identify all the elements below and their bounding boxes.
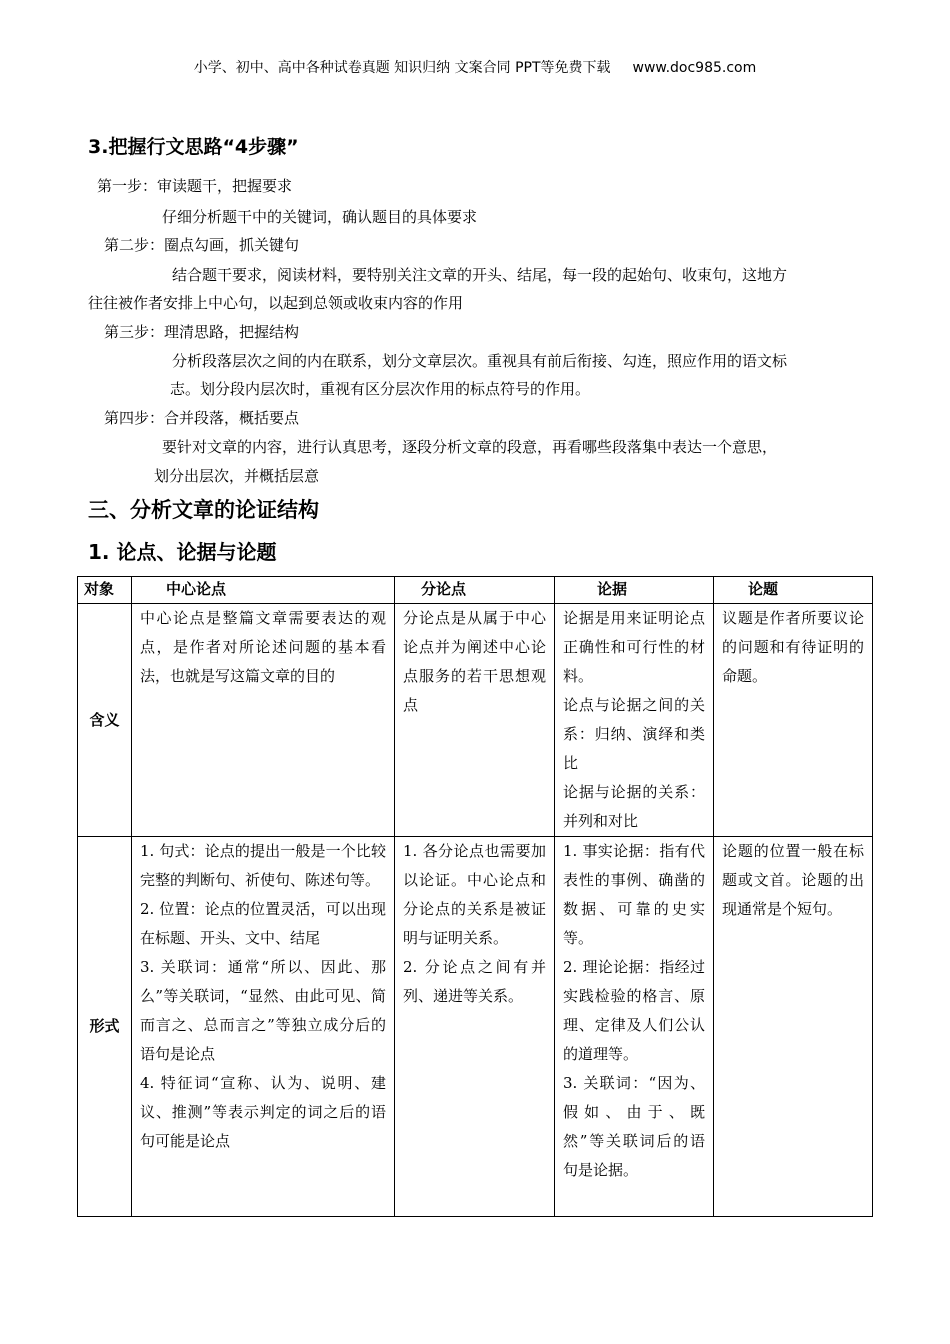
row-label: 含义 bbox=[78, 604, 132, 837]
cell-paragraph: 论题的位置一般在标题或文首。论题的出现通常是个短句。 bbox=[722, 842, 864, 918]
table-cell bbox=[555, 837, 714, 1217]
cell-paragraph: 1. 句式：论点的提出一般是一个比较完整的判断句、祈使句、陈述句等。 bbox=[140, 842, 386, 889]
step1-desc: 仔细分析题干中的关键词，确认题目的具体要求 bbox=[162, 208, 478, 226]
table-header-cell: 分论点 bbox=[395, 577, 555, 604]
table-cell bbox=[555, 604, 714, 837]
table-row bbox=[78, 604, 873, 837]
header-text: 小学、初中、高中各种试卷真题 知识归纳 文案合同 PPT等免费下载 bbox=[193, 60, 611, 76]
argument-table bbox=[77, 576, 873, 1217]
step3-desc-2: 志。划分段内层次时，重视有区分层次作用的标点符号的作用。 bbox=[170, 380, 591, 398]
cell-paragraph: 1. 各分论点也需要加以论证。中心论点和分论点的关系是被证明与证明关系。 bbox=[403, 842, 546, 947]
table-row bbox=[78, 837, 873, 1217]
step4-desc-2: 划分出层次，并概括层意 bbox=[154, 467, 320, 485]
cell-paragraph: 2. 位置：论点的位置灵活，可以出现在标题、开头、文中、结尾 bbox=[140, 900, 386, 947]
step1-label: 第一步：审读题干，把握要求 bbox=[97, 177, 293, 195]
table-cell bbox=[132, 604, 395, 837]
table-cell bbox=[132, 837, 395, 1217]
table-cell bbox=[714, 604, 873, 837]
step3-label: 第三步：理清思路，把握结构 bbox=[104, 323, 300, 341]
cell-paragraph: 1. 事实论据：指有代表性的事例、确凿的数据、可靠的史实等。 bbox=[563, 842, 705, 947]
step2-desc-2: 往往被作者安排上中心句，以起到总领或收束内容的作用 bbox=[88, 294, 464, 312]
cell-paragraph: 4. 特征词“宣称、认为、说明、建议、推测”等表示判定的词之后的语句可能是论点 bbox=[140, 1074, 386, 1150]
step2-desc-1: 结合题干要求，阅读材料，要特别关注文章的开头、结尾，每一段的起始句、收束句，这地方 bbox=[172, 266, 788, 284]
chapter-title: 三、分析文章的论证结构 bbox=[88, 498, 319, 522]
cell-paragraph: 分论点是从属于中心论点并为阐述中心论点服务的若干思想观点 bbox=[403, 609, 546, 714]
table-header-cell: 论据 bbox=[555, 577, 714, 604]
cell-paragraph: 2. 分论点之间有并列、递进等关系。 bbox=[403, 958, 546, 1005]
table-cell bbox=[395, 837, 555, 1217]
step4-label: 第四步：合并段落，概括要点 bbox=[104, 409, 300, 427]
cell-paragraph: 2. 理论论据：指经过实践检验的格言、原理、定律及人们公认的道理等。 bbox=[563, 958, 705, 1063]
step4-desc-1: 要针对文章的内容，进行认真思考，逐段分析文章的段意，再看哪些段落集中表达一个意思， bbox=[162, 438, 778, 456]
cell-paragraph: 中心论点是整篇文章需要表达的观点，是作者对所论述问题的基本看法，也就是写这篇文章的目的 bbox=[140, 609, 386, 685]
table-cell bbox=[395, 604, 555, 837]
cell-paragraph: 论据与论据的关系：并列和对比 bbox=[563, 783, 705, 830]
chapter-subtitle: 1. 论点、论据与论题 bbox=[88, 540, 277, 564]
table-header-row bbox=[78, 577, 873, 604]
step2-label: 第二步：圈点勾画，抓关键句 bbox=[104, 236, 300, 254]
cell-paragraph: 论据是用来证明论点正确性和可行性的材料。 bbox=[563, 609, 705, 685]
cell-paragraph: 3. 关联词：“因为、假如、由于、既然”等关联词后的语句是论据。 bbox=[563, 1074, 705, 1179]
cell-paragraph: 3. 关联词：通常“所以、因此、那么”等关联词，“显然、由此可见、简而言之、总而言之”等独立成分后的语句是论点 bbox=[140, 958, 386, 1063]
table-header-cell: 对象 bbox=[78, 577, 132, 604]
header-url[interactable]: www.doc985.com bbox=[632, 60, 757, 76]
section-title: 3.把握行文思路“4步骤” bbox=[88, 136, 299, 158]
cell-paragraph: 论点与论据之间的关系：归纳、演绎和类比 bbox=[563, 696, 705, 772]
table-header-cell: 论题 bbox=[714, 577, 873, 604]
table-cell bbox=[714, 837, 873, 1217]
step3-desc-1: 分析段落层次之间的内在联系，划分文章层次。重视具有前后衔接、勾连，照应作用的语文标 bbox=[172, 352, 788, 370]
cell-paragraph: 议题是作者所要议论的问题和有待证明的命题。 bbox=[722, 609, 864, 685]
row-label: 形式 bbox=[78, 837, 132, 1217]
page-header bbox=[0, 57, 950, 77]
table-header-cell: 中心论点 bbox=[132, 577, 395, 604]
